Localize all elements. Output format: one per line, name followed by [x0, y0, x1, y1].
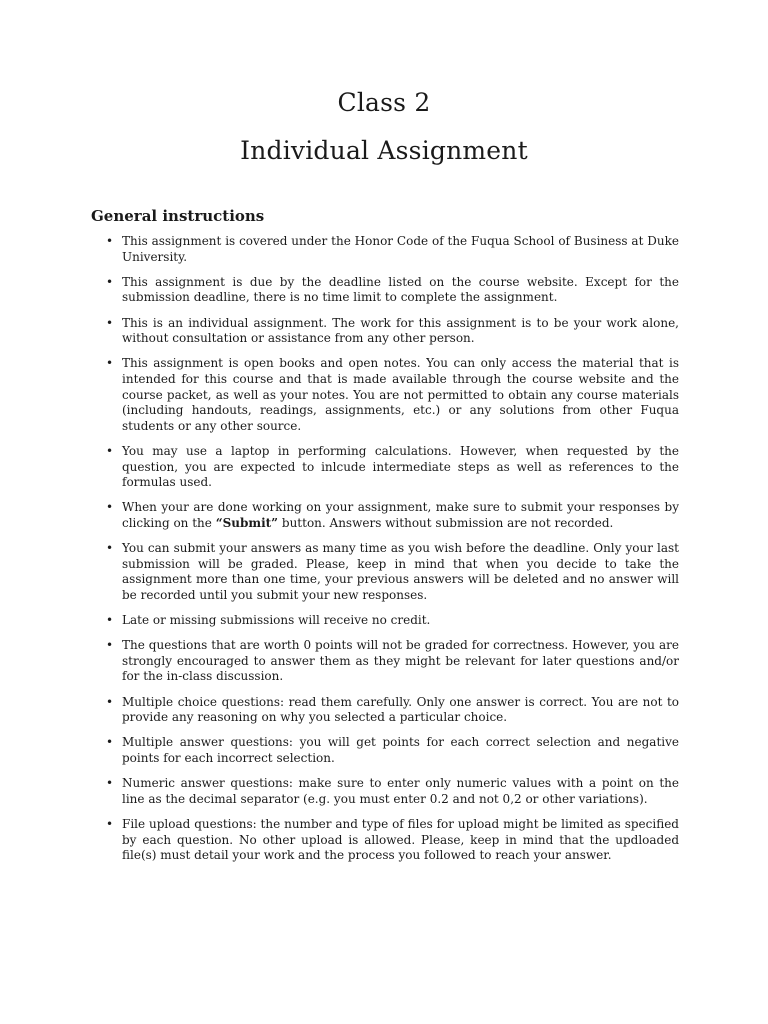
bullet-icon: • — [106, 234, 114, 248]
list-item-text: You may use a laptop in performing calculations. However, when requested by the question, you are expected to inlcude intermediate steps as well as references to the formulas used. — [122, 443, 679, 490]
list-item — [104, 316, 679, 347]
class-title: Class 2 — [337, 88, 431, 117]
bullet-icon: • — [106, 356, 114, 371]
list-item-text: This assignment is open books and open notes. You can only access the material that is intended for this course and that is made available through the course website and the course packet, as well as your notes. You are not permitted to obtain any course materials (including handouts, readings, assignments, etc.) or any solutions from other Fuqua students or any other source. — [122, 356, 679, 433]
list-item-text-after: button. Answers without submission are not recorded. — [278, 515, 614, 530]
list-item — [104, 776, 679, 807]
list-item-text: File upload questions: the number and type of files for upload might be limited as specified by each question. No other upload is allowed. Please, keep in mind that the updloaded file(s) must detail your work and the process you followed to reach your answer. — [122, 816, 679, 863]
list-item — [104, 541, 679, 603]
list-item — [104, 234, 679, 265]
bullet-icon: • — [106, 613, 114, 628]
bullet-icon: • — [106, 694, 114, 709]
list-item — [104, 275, 679, 306]
list-item — [104, 356, 679, 434]
bullet-icon: • — [106, 274, 114, 289]
instructions-list — [104, 234, 679, 873]
bullet-icon: • — [106, 776, 114, 791]
bullet-icon: • — [106, 315, 114, 330]
list-item — [104, 444, 679, 491]
section-heading: General instructions — [91, 207, 265, 225]
list-item-text: This is an individual assignment. The work for this assignment is to be your work alone, without consultation or assistance from any other person. — [122, 315, 679, 346]
bullet-icon: • — [106, 500, 114, 515]
list-item-text: Numeric answer questions: make sure to enter only numeric values with a point on the line as the decimal separator (e.g. you must enter 0.2 and not 0,2 or other variations). — [122, 776, 679, 806]
bullet-icon: • — [106, 816, 114, 831]
list-item-text: This assignment is due by the deadline listed on the course website. Except for the submission deadline, there is no time limit to complete the assignment. — [122, 274, 679, 305]
list-item-text: You can submit your answers as many time as you wish before the deadline. Only your last submission will be graded. Please, keep in mind that when you decide to take the assignment more than one time, your previous answers will be deleted and no answer will be recorded until you submit your new responses. — [122, 541, 679, 602]
bullet-icon: • — [106, 541, 114, 556]
list-item — [104, 735, 679, 766]
list-item — [104, 613, 679, 629]
list-item — [104, 817, 679, 864]
submit-label: “Submit” — [215, 515, 279, 530]
list-item — [104, 500, 679, 531]
list-item-text: The questions that are worth 0 points will not be graded for correctness. However, you are strongly encouraged to answer them as they might be relevant for later questions and/or for the in-class discussion. — [122, 638, 679, 684]
bullet-icon: • — [106, 443, 114, 458]
assignment-title: Individual Assignment — [240, 136, 528, 165]
list-item — [104, 638, 679, 685]
list-item-text-before: When your are done working on your assignment, make sure to submit your responses by clicking on the — [122, 500, 679, 530]
list-item-text: Multiple choice questions: read them carefully. Only one answer is correct. You are not to provide any reasoning on why you selected a particular choice. — [122, 694, 679, 725]
list-item-text: Multiple answer questions: you will get points for each correct selection and negative points for each incorrect selection. — [122, 735, 679, 765]
bullet-icon: • — [106, 735, 114, 750]
bullet-icon: • — [106, 638, 114, 653]
list-item-text: Late or missing submissions will receive no credit. — [122, 613, 431, 628]
list-item-text: This assignment is covered under the Honor Code of the Fuqua School of Business at Duke University. — [122, 234, 679, 264]
list-item — [104, 695, 679, 726]
